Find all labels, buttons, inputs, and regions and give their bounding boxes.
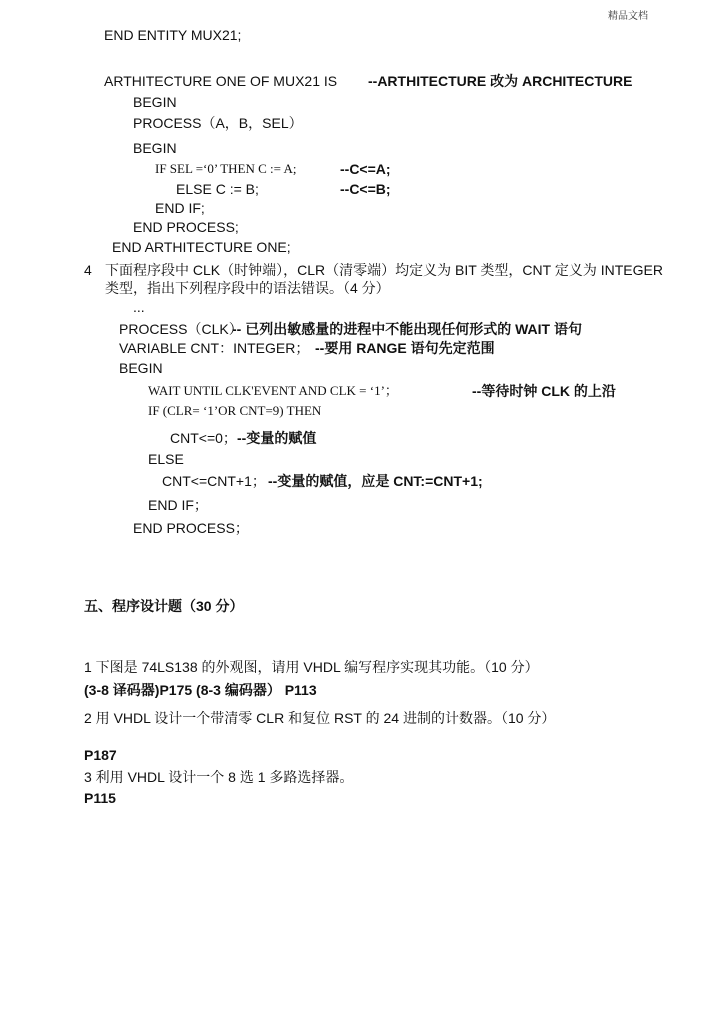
q4-line-2: 类型，指出下列程序段中的语法错误。（4 分） <box>105 280 390 296</box>
code-arch-line: ARTHITECTURE ONE OF MUX21 IS <box>104 73 338 89</box>
q4-wait: WAIT UNTIL CLK'EVENT AND CLK = ‘1’； <box>148 383 398 398</box>
section-5-q1-answer: (3-8 译码器)P175 (8-3 编码器） P113 <box>84 682 317 698</box>
code-process: PROCESS（A，B，SEL） <box>133 115 303 131</box>
q4-if-line: IF (CLR= ‘1’OR CNT=9) THEN <box>148 403 322 418</box>
code-if-line: IF SEL =‘0’ THEN C := A; <box>155 161 297 176</box>
code-end-entity: END ENTITY MUX21; <box>104 27 242 43</box>
code-end-process: END PROCESS; <box>133 219 239 235</box>
q4-wait-note: --等待时钟 CLK 的上沿 <box>472 383 616 399</box>
code-else-note: --C<=B; <box>340 181 391 197</box>
q4-variable-note: --要用 RANGE 语句先定范围 <box>315 340 495 356</box>
code-begin-2: BEGIN <box>133 140 177 156</box>
q4-process: PROCESS（CLK） <box>119 321 243 337</box>
q4-end-if: END IF； <box>148 497 208 513</box>
code-arch-note: --ARTHITECTURE 改为 ARCHITECTURE <box>368 73 633 89</box>
q4-variable: VARIABLE CNT：INTEGER； <box>119 340 310 356</box>
watermark: 精品文档 <box>608 11 648 22</box>
section-5-q3: 3 利用 VHDL 设计一个 8 选 1 多路选择器。 <box>84 769 354 785</box>
section-5-q2-answer: P187 <box>84 747 117 763</box>
section-5-q2: 2 用 VHDL 设计一个带清零 CLR 和复位 RST 的 24 进制的计数器。（10 分） <box>84 710 556 726</box>
code-if-note: --C<=A; <box>340 161 391 177</box>
q4-cnt-inc-note: --变量的赋值，应是 CNT:=CNT+1; <box>268 473 483 489</box>
code-else-line: ELSE C := B; <box>176 181 259 197</box>
q4-else: ELSE <box>148 451 184 467</box>
q4-cnt-zero: CNT<=0； <box>170 430 237 446</box>
section-5-q1: 1 下图是 74LS138 的外观图，请用 VHDL 编写程序实现其功能。（10 分） <box>84 659 539 675</box>
section-5-title: 五、程序设计题（30 分） <box>84 598 244 614</box>
q4-cnt-inc: CNT<=CNT+1； <box>162 473 266 489</box>
q4-number: 4 <box>84 262 92 278</box>
q4-line-1: 下面程序段中 CLK（时钟端），CLR（清零端）均定义为 BIT 类型，CNT 定义为 INTEGER <box>105 262 663 278</box>
q4-process-note: -- 已列出敏感量的进程中不能出现任何形式的 WAIT 语句 <box>232 321 582 337</box>
code-end-arch: END ARTHITECTURE ONE; <box>112 239 291 255</box>
code-begin-1: BEGIN <box>133 94 177 110</box>
q4-end-process: END PROCESS； <box>133 520 249 536</box>
q4-cnt-zero-note: --变量的赋值 <box>237 430 317 446</box>
code-end-if: END IF; <box>155 200 205 216</box>
q4-begin: BEGIN <box>119 360 163 376</box>
section-5-q3-answer: P115 <box>84 790 116 806</box>
q4-ellipsis: ... <box>133 299 145 315</box>
